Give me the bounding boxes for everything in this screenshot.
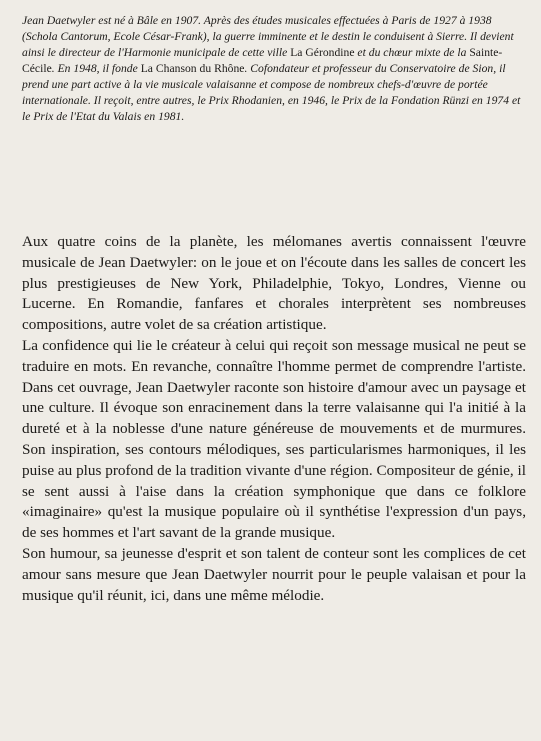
paragraph: Son humour, sa jeunesse d'esprit et son talent de conteur sont les complices de cet amour sans mesure que Jean Daetwyler nourrit pour le peuple valaisan et pour la musique qu'il réunit, ici, dans une même mélodie. — [22, 544, 526, 604]
paragraph: Aux quatre coins de la planète, les mélomanes avertis connaissent l'œuvre musicale de Jean Daetwyler: on le joue et on l'écoute dans les salles de concert les plus prestigieuses de New York, Philadelphie, Tokyo, Londres, Vienne ou Lucerne. En Romandie, fanfares et chorales interprètent ses nombreuses compositions, autre volet de sa création artistique. — [22, 233, 526, 334]
paragraph: La confidence qui lie le créateur à celui qui reçoit son message musical ne peut se traduire en mots. En revanche, connaître l'homme permet de comprendre l'artiste. Dans cet ouvrage, Jean Daetwyler raconte son histoire d'amour avec un paysage et une culture. Il évoque son enracinement dans la terre valaisanne qui l'a initié à la dureté et à la noblesse d'une nature généreuse de mouvements et de murmures. Son inspiration, ses contours mélodiques, ses particularismes harmoniques, il les puise au plus profond de la tradition vivante d'une région. Compositeur de génie, il se sent aussi à l'aise dans la création symphonique que dans ce folklore «imaginaire» qu'est la musique populaire où il synthétise l'expression d'un pays, de ses hommes et l'art savant de la grande musique. — [22, 336, 526, 542]
bio-text: et du chœur mixte de la — [354, 46, 470, 59]
bio-text: . Cofondateur et professeur du Conservatoire de Sion, il prend une part active à la vie musicale valaisanne et compose de nombreux chefs-d'œuvre de portée internationale. Il reçoit, entre autres, le Prix Rhodanien, en 1946, le Prix de la Fondation Rünzi en 1974 et le Prix de l'Etat du Valais en 1981. — [22, 62, 521, 123]
author-bio — [22, 13, 521, 125]
main-text — [22, 232, 526, 606]
bio-choir-name: Sainte-Cécile — [22, 46, 503, 75]
bio-text: . En 1948, il fonde — [51, 62, 141, 75]
bio-choir-name: La Gérondine — [290, 46, 355, 59]
bio-ensemble-name: La Chanson du Rhône — [140, 62, 245, 75]
bio-text: Jean Daetwyler est né à Bâle en 1907. Après des études musicales effectuées à Paris de 1927 à 1938 (Schola Cantorum, Ecole César-Frank), la guerre imminente et le destin le conduisent à Sierre. Il devient ainsi le directeur de l'Harmonie municipale de cette ville — [22, 14, 514, 59]
